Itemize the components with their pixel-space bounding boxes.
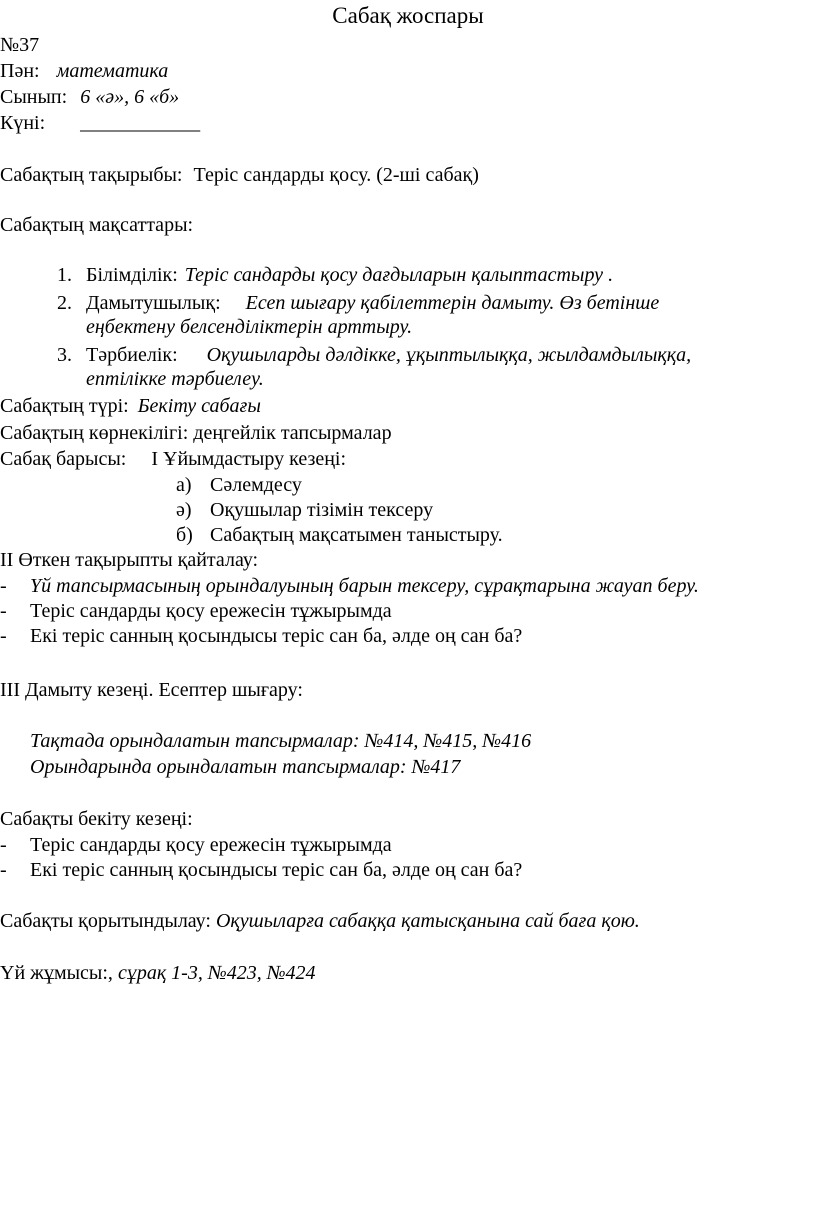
dash-marker: - [0,834,7,856]
goal-text-continued: еңбектену белсенділіктерін арттыру. [86,316,413,338]
item-text: Оқушылар тізімін тексеру [210,499,434,521]
consolidation-heading: Сабақты бекіту кезеңі: [0,808,193,830]
stage-2-item [0,574,699,598]
board-tasks: Тақтада орындалатын тапсырмалар: №414, №415, №416 [30,730,532,752]
item-text: Үй тапсырмасының орындалуының барын тексеру, сұрақтарына жауап беру. [30,575,699,597]
topic-label: Сабақтың тақырыбы: [0,164,183,186]
item-text: Сабақтың мақсатымен таныстыру. [210,524,503,546]
subject-label: Пән: [0,60,40,82]
goal-text: Теріс сандарды қосу дағдыларын қалыптастыру . [184,264,614,286]
stage-1-item [176,498,433,522]
day-line [0,111,200,135]
stage-2-item [0,599,392,623]
dash-marker: - [0,575,7,597]
dash-marker: - [0,859,7,881]
type-line [0,394,261,418]
page-title: Сабақ жоспары [332,3,484,28]
conclusion-line [0,909,640,933]
goals-heading: Сабақтың мақсаттары: [0,214,194,236]
consolidation-item [0,858,522,882]
visual-aids-line: Сабақтың көрнекілігі: деңгейлік тапсырмалар [0,422,392,444]
stage-2-heading: ІІ Өткен тақырыпты қайталау: [0,549,259,571]
item-text: Теріс сандарды қосу ережесін тұжырымда [30,600,392,622]
subject-line [0,59,168,83]
consolidation-item [0,833,392,857]
type-label: Сабақтың түрі: [0,395,129,417]
subject-value: математика [56,60,169,82]
course-label: Сабақ барысы: [0,448,127,470]
conclusion-label: Сабақты қорытындылау: [0,910,211,932]
seat-tasks: Орындарында орындалатын тапсырмалар: №417 [30,756,461,778]
item-text: Екі теріс санның қосындысы теріс сан ба, әлде оң сан ба? [30,625,523,647]
item-text: Сәлемдесу [210,474,302,496]
dash-marker: - [0,625,7,647]
goal-item [48,291,659,315]
stage-1-item [176,473,302,497]
goal-item [48,343,691,367]
item-marker: б) [176,524,193,546]
goal-label: Тәрбиелік: [86,344,178,366]
goal-number: 3. [57,344,72,366]
topic-line [0,163,479,187]
stage-2-item [0,624,522,648]
class-line [0,85,179,109]
conclusion-value: Оқушыларға сабаққа қатысқанына сай баға қою. [215,910,640,932]
goal-text-continued: ептілікке тәрбиелеу. [86,368,264,390]
stage-3-heading: ІІІ Дамыту кезеңі. Есептер шығару: [0,679,303,701]
day-label: Күні: [0,112,46,134]
stage-1-heading: І Ұйымдастыру кезеңі: [151,448,347,470]
item-marker: а) [176,474,192,496]
goal-number: 2. [57,292,72,314]
goal-text: Есеп шығару қабілеттерін дамыту. Өз бетінше [245,292,660,314]
course-line [0,447,346,471]
dash-marker: - [0,600,7,622]
item-text: Екі теріс санның қосындысы теріс сан ба, әлде оң сан ба? [30,859,523,881]
class-label: Сынып: [0,86,68,108]
stage-1-item [176,523,503,547]
homework-value: сұрақ 1-3, №423, №424 [117,962,316,984]
class-value: 6 «ә», 6 «б» [80,86,180,108]
goal-text: Оқушыларды дәлдікке, ұқыптылыққа, жылдамдылыққа, [206,344,692,366]
type-value: Бекіту сабағы [137,395,261,417]
goal-label: Дамытушылық: [86,292,221,314]
goal-label: Білімділік: [86,264,178,286]
homework-label: Үй жұмысы:, [0,962,113,984]
topic-value: Теріс сандарды қосу. (2-ші сабақ) [193,164,479,186]
homework-line [0,961,316,985]
goal-number: 1. [57,264,72,286]
goal-item [48,263,613,287]
day-blank: ____________ [80,112,201,134]
item-text: Теріс сандарды қосу ережесін тұжырымда [30,834,392,856]
item-marker: ә) [176,499,192,521]
lesson-number: №37 [0,34,40,56]
